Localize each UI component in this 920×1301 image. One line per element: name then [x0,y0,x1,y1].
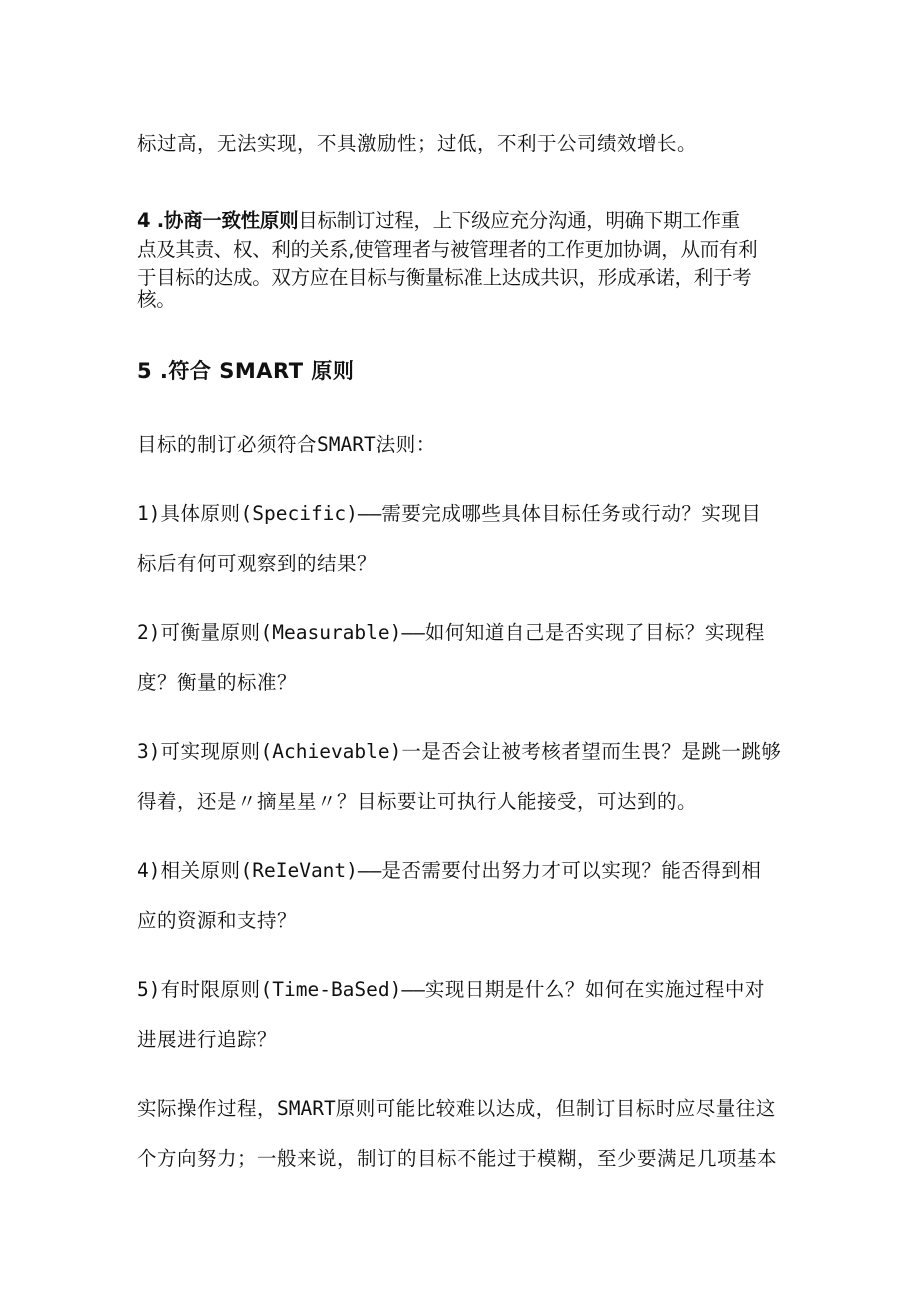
item-number: 4) [137,859,161,882]
item-number: 3) [137,740,161,763]
item-number: 1) [137,502,161,525]
smart-intro-end: 法则： [375,433,436,456]
smart-item-2-line-1 [137,620,797,646]
smart-item-4-line-1 [137,858,797,884]
final-text-rest: 原则可能比较难以达成，但制订目标时应尽量往这 [335,1097,776,1120]
item-text: 是否需要付出努力才可以实现？能否得到相 [381,859,762,882]
item-english-term: (Time-BaSed)—— [260,978,425,1001]
final-paragraph-line-2: 个方向努力；一般来说，制订的目标不能过于模糊，至少要满足几项基本 [137,1147,778,1170]
item-english-term: (Measurable)—— [260,621,425,644]
item-title: 有时限原则 [160,978,261,1001]
item-text: 一是否会让被考核者望而生畏？是跳一跳够 [401,740,782,763]
smart-item-2-line-2: 度？衡量的标准？ [137,671,298,694]
item-title: 具体原则 [160,502,241,525]
item-title: 可衡量原则 [160,621,261,644]
item-title: 可实现原则 [160,740,261,763]
item-number: 5) [137,978,161,1001]
item-english-term: (Specific)—— [240,502,382,525]
paragraph-4-line-4: 核。 [137,288,176,311]
principle-4-text: 目标制订过程，上下级应充分沟通，明确下期工作重 [298,209,740,232]
item-english-term: (Achievable) [260,740,402,763]
paragraph-3-line-end: 标过高，无法实现，不具激励性；过低，不利于公司绩效增长。 [137,132,698,155]
paragraph-4-line-2: 点及其责、权、利的关系,使管理者与被管理者的工作更加协调，从而有利 [137,238,758,261]
smart-item-5-line-2: 进展进行追踪？ [137,1028,278,1051]
final-paragraph-line-1 [137,1096,797,1122]
smart-item-5-line-1 [137,977,797,1003]
smart-intro [137,432,797,458]
smart-item-1-line-1 [137,501,797,527]
smart-term: SMART [317,433,376,456]
paragraph-4-line-1 [137,208,797,234]
smart-item-1-line-2: 标后有何可观察到的结果？ [137,552,378,575]
principle-4-heading: 4 .协商一致性原则 [137,209,299,232]
item-number: 2) [137,621,161,644]
principle-5-heading: 5 .符合 SMART 原则 [137,359,355,383]
item-english-term: (ReIeVant)—— [240,859,382,882]
smart-item-3-line-2: 得着，还是〃摘星星〃？目标要让可执行人能接受，可达到的。 [137,790,698,813]
final-text-start: 实际操作过程， [137,1097,278,1120]
paragraph-4-line-3: 于目标的达成。双方应在目标与衡量标准上达成共识，形成承诺，利于考 [137,266,752,289]
item-text: 需要完成哪些具体目标任务或行动？实现目 [381,502,762,525]
item-title: 相关原则 [160,859,241,882]
item-text: 如何知道自己是否实现了目标？实现程 [424,621,765,644]
smart-item-4-line-2: 应的资源和支持？ [137,909,298,932]
smart-term: SMART [277,1097,336,1120]
smart-item-3-line-1 [137,739,797,765]
smart-intro-text: 目标的制订必须符合 [137,433,318,456]
item-text: 实现日期是什么？如何在实施过程中对 [424,978,765,1001]
